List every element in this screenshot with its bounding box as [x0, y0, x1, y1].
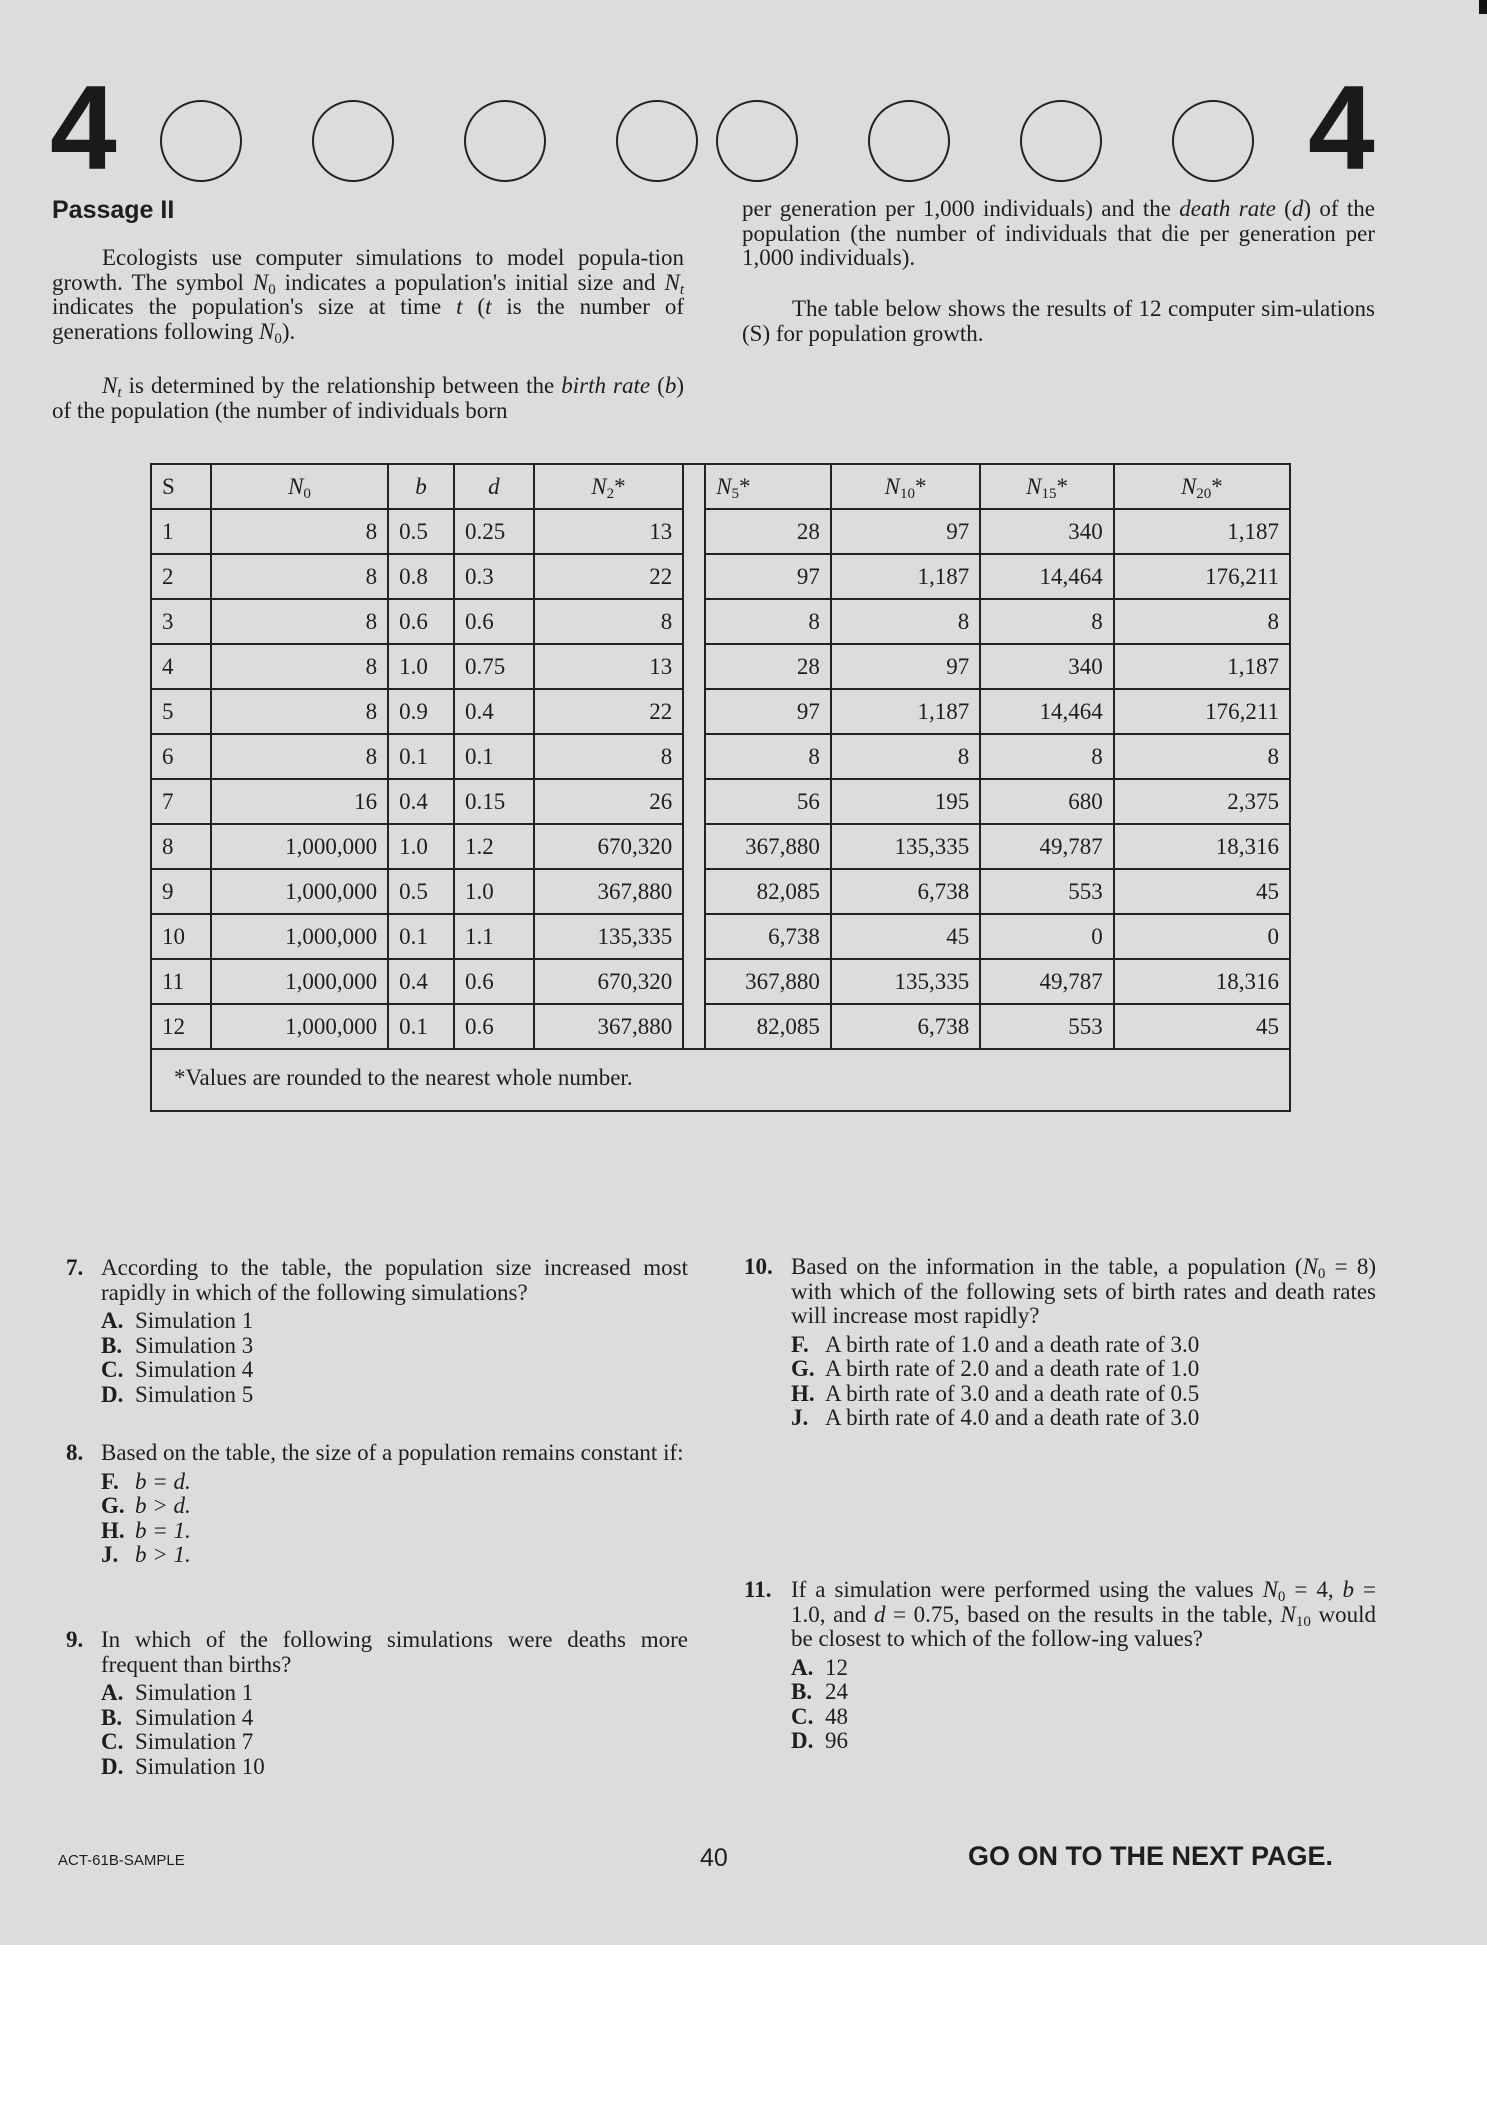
header-n20: $N_{20}*$ — [1114, 464, 1290, 509]
header-d: d — [454, 464, 534, 509]
header-n15: $N_{15}*$ — [980, 464, 1113, 509]
table-cell: 8 — [705, 734, 831, 779]
column-gap — [683, 824, 705, 869]
table-cell: 18,316 — [1114, 824, 1290, 869]
table-cell: 8 — [831, 599, 980, 644]
table-cell: 8 — [211, 734, 388, 779]
question-stem: According to the table, the population size increased most rapidly in which of the following simulations? — [101, 1255, 688, 1305]
table-cell: 553 — [980, 869, 1113, 914]
table-row — [151, 779, 1290, 824]
table-cell: 367,880 — [705, 959, 831, 1004]
table-cell: 0 — [1114, 914, 1290, 959]
table-cell: 367,880 — [705, 824, 831, 869]
table-cell: 3 — [151, 599, 211, 644]
question-11 — [744, 1578, 1376, 1754]
answer-option-a[interactable]: A. Simulation 1 — [101, 1308, 254, 1333]
table-cell: 45 — [831, 914, 980, 959]
table-row — [151, 869, 1290, 914]
header-n5: $N_5*$ — [705, 464, 831, 509]
table-cell: 8 — [831, 734, 980, 779]
table-cell: 4 — [151, 644, 211, 689]
table-cell: 6,738 — [705, 914, 831, 959]
column-gap — [683, 914, 705, 959]
table-cell: 0.75 — [454, 644, 534, 689]
question-number: 8. — [66, 1440, 84, 1465]
table-cell: 1,000,000 — [211, 824, 388, 869]
table-cell: 8 — [534, 599, 683, 644]
question-number: 10. — [744, 1254, 773, 1279]
question-stem: Based on the table, the size of a population remains constant if: — [101, 1440, 684, 1465]
table-cell: 7 — [151, 779, 211, 824]
table-cell: 6 — [151, 734, 211, 779]
table-cell: 8 — [211, 509, 388, 554]
table-cell: 0.1 — [388, 914, 454, 959]
answer-option-b[interactable]: B. Simulation 4 — [101, 1704, 254, 1730]
table-cell: 45 — [1114, 1004, 1290, 1049]
column-gap — [683, 509, 705, 554]
table-cell: 28 — [705, 644, 831, 689]
header-n0: $N_0$ — [211, 464, 388, 509]
table-cell: 22 — [534, 689, 683, 734]
table-row — [151, 509, 1290, 554]
table-cell: 82,085 — [705, 1004, 831, 1049]
answer-option-h[interactable]: H. b = 1. — [101, 1517, 191, 1543]
table-cell: 0.15 — [454, 779, 534, 824]
table-cell: 8 — [211, 689, 388, 734]
answer-options — [101, 1681, 688, 1779]
table-cell: 340 — [980, 644, 1113, 689]
circle-icon — [464, 100, 546, 182]
table-cell: 1 — [151, 509, 211, 554]
table-cell: 6,738 — [831, 869, 980, 914]
table-cell: 28 — [705, 509, 831, 554]
table-cell: 49,787 — [980, 824, 1113, 869]
question-number: 7. — [66, 1255, 84, 1280]
table-cell: 1,187 — [831, 689, 980, 734]
table-cell: 0 — [980, 914, 1113, 959]
answer-options — [791, 1333, 1376, 1431]
answer-option-c[interactable]: C. Simulation 4 — [101, 1357, 254, 1382]
table-cell: 135,335 — [831, 824, 980, 869]
question-9 — [66, 1628, 688, 1779]
simulation-data-grid — [150, 463, 1291, 1111]
circle-icon — [616, 100, 698, 182]
answer-option-a[interactable]: A. 12 — [791, 1654, 848, 1680]
table-cell: 1,000,000 — [211, 914, 388, 959]
answer-option-b[interactable]: B. 24 — [791, 1679, 848, 1704]
table-cell: 8 — [534, 734, 683, 779]
table-cell: 13 — [534, 509, 683, 554]
go-on-notice: GO ON TO THE NEXT PAGE. — [968, 1841, 1334, 1871]
table-cell: 0.4 — [388, 779, 454, 824]
table-cell: 0.6 — [388, 599, 454, 644]
answer-option-h[interactable]: H. A birth rate of 3.0 and a death rate of 0.5 — [791, 1380, 1200, 1406]
answer-option-g[interactable]: G. A birth rate of 2.0 and a death rate of 1.0 — [791, 1356, 1200, 1381]
answer-option-d[interactable]: D. Simulation 10 — [101, 1753, 265, 1779]
header-s: S — [151, 464, 211, 509]
column-gap — [683, 779, 705, 824]
question-8 — [66, 1441, 688, 1568]
table-cell: 6,738 — [831, 1004, 980, 1049]
table-row — [151, 1004, 1290, 1049]
table-cell: 8 — [705, 599, 831, 644]
answer-option-c[interactable]: C. 48 — [791, 1703, 848, 1729]
table-cell: 1,187 — [831, 554, 980, 599]
table-cell: 0.5 — [388, 869, 454, 914]
table-cell: 10 — [151, 914, 211, 959]
question-stem: In which of the following simulations were deaths more frequent than births? — [101, 1627, 688, 1677]
table-cell: 9 — [151, 869, 211, 914]
question-10 — [744, 1255, 1376, 1431]
section-number-left: 4 — [50, 61, 117, 195]
passage-paragraph-4: The table below shows the results of 12 computer sim-ulations (S) for population growth. — [742, 296, 1375, 346]
table-cell: 12 — [151, 1004, 211, 1049]
table-cell: 8 — [1114, 734, 1290, 779]
scan-edge-mark — [1479, 0, 1487, 14]
table-cell: 97 — [831, 509, 980, 554]
answer-option-d[interactable]: D. Simulation 5 — [101, 1381, 254, 1407]
table-cell: 56 — [705, 779, 831, 824]
column-gap — [683, 554, 705, 599]
table-footnote: *Values are rounded to the nearest whole number. — [174, 1065, 633, 1090]
table-row — [151, 599, 1290, 644]
answer-options — [101, 1309, 688, 1407]
table-cell: 1.0 — [388, 644, 454, 689]
table-cell: 45 — [1114, 869, 1290, 914]
answer-option-g[interactable]: G. b > d. — [101, 1493, 191, 1518]
table-cell: 18,316 — [1114, 959, 1290, 1004]
table-row — [151, 824, 1290, 869]
answer-option-c[interactable]: C. Simulation 7 — [101, 1729, 254, 1754]
table-cell: 340 — [980, 509, 1113, 554]
table-cell: 13 — [534, 644, 683, 689]
header-n2: $N_2*$ — [534, 464, 683, 509]
passage-paragraph-1: Ecologists use computer simulations to model popula-tion growth. The symbol $N_0$ indicates a population's initial size and $N_t$ indicates the population's size at time t (t is the number of generations following $N_0$). — [52, 245, 685, 347]
table-row — [151, 914, 1290, 959]
table-cell: 1,000,000 — [211, 1004, 388, 1049]
table-cell: 553 — [980, 1004, 1113, 1049]
table-cell: 8 — [211, 554, 388, 599]
circle-icon — [1020, 100, 1102, 182]
table-cell: 0.6 — [454, 599, 534, 644]
answer-option-a[interactable]: A. Simulation 1 — [101, 1680, 254, 1705]
circle-icon — [160, 100, 242, 182]
column-gap — [683, 464, 705, 509]
table-cell: 0.1 — [388, 1004, 454, 1049]
column-gap — [683, 1004, 705, 1049]
page-number: 40 — [700, 1844, 728, 1872]
table-cell: 8 — [211, 599, 388, 644]
table-cell: 195 — [831, 779, 980, 824]
table-cell: 0.3 — [454, 554, 534, 599]
passage-paragraph-2: $N_t$ is determined by the relationship between the birth rate (b) of the population (the number of individuals born — [52, 373, 684, 423]
answer-option-j[interactable]: J. b > 1. — [101, 1542, 191, 1567]
answer-option-f[interactable]: F. b = d. — [101, 1468, 191, 1494]
table-row — [151, 959, 1290, 1004]
header-n10: $N_{10}*$ — [831, 464, 980, 509]
table-cell: 8 — [980, 599, 1113, 644]
table-cell: 5 — [151, 689, 211, 734]
table-cell: 1,187 — [1114, 509, 1290, 554]
table-cell: 2 — [151, 554, 211, 599]
table-cell: 1.1 — [454, 914, 534, 959]
table-cell: 670,320 — [534, 959, 683, 1004]
circle-icon — [1172, 100, 1254, 182]
column-gap — [683, 959, 705, 1004]
table-cell: 0.1 — [454, 734, 534, 779]
column-gap — [683, 734, 705, 779]
header-b: b — [388, 464, 454, 509]
table-row — [151, 554, 1290, 599]
table-cell: 0.6 — [454, 1004, 534, 1049]
table-cell: 26 — [534, 779, 683, 824]
table-row — [151, 644, 1290, 689]
table-cell: 22 — [534, 554, 683, 599]
table-cell: 367,880 — [534, 869, 683, 914]
table-cell: 1.0 — [388, 824, 454, 869]
table-cell: 0.1 — [388, 734, 454, 779]
table-cell: 11 — [151, 959, 211, 1004]
table-cell: 1,000,000 — [211, 869, 388, 914]
table-cell: 0.5 — [388, 509, 454, 554]
table-cell: 1.0 — [454, 869, 534, 914]
table-cell: 97 — [705, 554, 831, 599]
table-cell: 176,211 — [1114, 689, 1290, 734]
table-cell: 0.25 — [454, 509, 534, 554]
table-cell: 49,787 — [980, 959, 1113, 1004]
table-row — [151, 734, 1290, 779]
answer-option-f[interactable]: F. A birth rate of 1.0 and a death rate of 3.0 — [791, 1331, 1200, 1357]
question-number: 11. — [744, 1577, 772, 1602]
answer-option-j[interactable]: J. A birth rate of 4.0 and a death rate of 3.0 — [791, 1405, 1200, 1430]
column-gap — [683, 689, 705, 734]
table-cell: 97 — [831, 644, 980, 689]
question-number: 9. — [66, 1627, 84, 1652]
column-gap — [683, 869, 705, 914]
table-cell: 135,335 — [831, 959, 980, 1004]
simulation-table — [150, 463, 1291, 1112]
table-cell: 1,187 — [1114, 644, 1290, 689]
table-cell: 680 — [980, 779, 1113, 824]
table-cell: 8 — [980, 734, 1113, 779]
answer-options — [791, 1656, 1376, 1754]
table-cell: 14,464 — [980, 554, 1113, 599]
table-row — [151, 689, 1290, 734]
section-number-right: 4 — [1308, 61, 1375, 195]
table-cell: 0.8 — [388, 554, 454, 599]
answer-option-b[interactable]: B. Simulation 3 — [101, 1332, 254, 1358]
column-gap — [683, 599, 705, 644]
column-gap — [683, 644, 705, 689]
answer-option-d[interactable]: D. 96 — [791, 1728, 848, 1753]
table-cell: 2,375 — [1114, 779, 1290, 824]
passage-paragraph-3: per generation per 1,000 individuals) and the death rate (d) of the population (the number of individuals that die per generation per 1,000 individuals). — [742, 196, 1375, 270]
table-cell: 367,880 — [534, 1004, 683, 1049]
table-cell: 0.4 — [388, 959, 454, 1004]
circle-icon — [312, 100, 394, 182]
form-id: ACT-61B-SAMPLE — [58, 1852, 185, 1869]
table-cell: 1,000,000 — [211, 959, 388, 1004]
table-cell: 82,085 — [705, 869, 831, 914]
table-cell: 8 — [211, 644, 388, 689]
table-header-row — [151, 464, 1290, 509]
table-cell: 16 — [211, 779, 388, 824]
table-cell: 8 — [1114, 599, 1290, 644]
passage-title: Passage II — [52, 196, 175, 224]
question-7 — [66, 1256, 688, 1407]
table-cell: 176,211 — [1114, 554, 1290, 599]
circle-icon — [716, 100, 798, 182]
question-stem: Based on the information in the table, a population $(N_0 = 8)$ with which of the following sets of birth rates and death rates will increase most rapidly? — [791, 1254, 1376, 1328]
question-stem: If a simulation were performed using the values $N_0 = 4$, b = 1.0, and d = 0.75, based on the results in the table, $N_{10}$ would be closest to which of the follow-ing values? — [791, 1577, 1376, 1651]
table-cell: 0.4 — [454, 689, 534, 734]
circle-icon — [868, 100, 950, 182]
table-cell: 8 — [151, 824, 211, 869]
answer-options — [101, 1470, 688, 1568]
table-cell: 97 — [705, 689, 831, 734]
table-cell: 670,320 — [534, 824, 683, 869]
table-cell: 135,335 — [534, 914, 683, 959]
table-cell: 14,464 — [980, 689, 1113, 734]
table-cell: 1.2 — [454, 824, 534, 869]
table-cell: 0.6 — [454, 959, 534, 1004]
table-cell: 0.9 — [388, 689, 454, 734]
